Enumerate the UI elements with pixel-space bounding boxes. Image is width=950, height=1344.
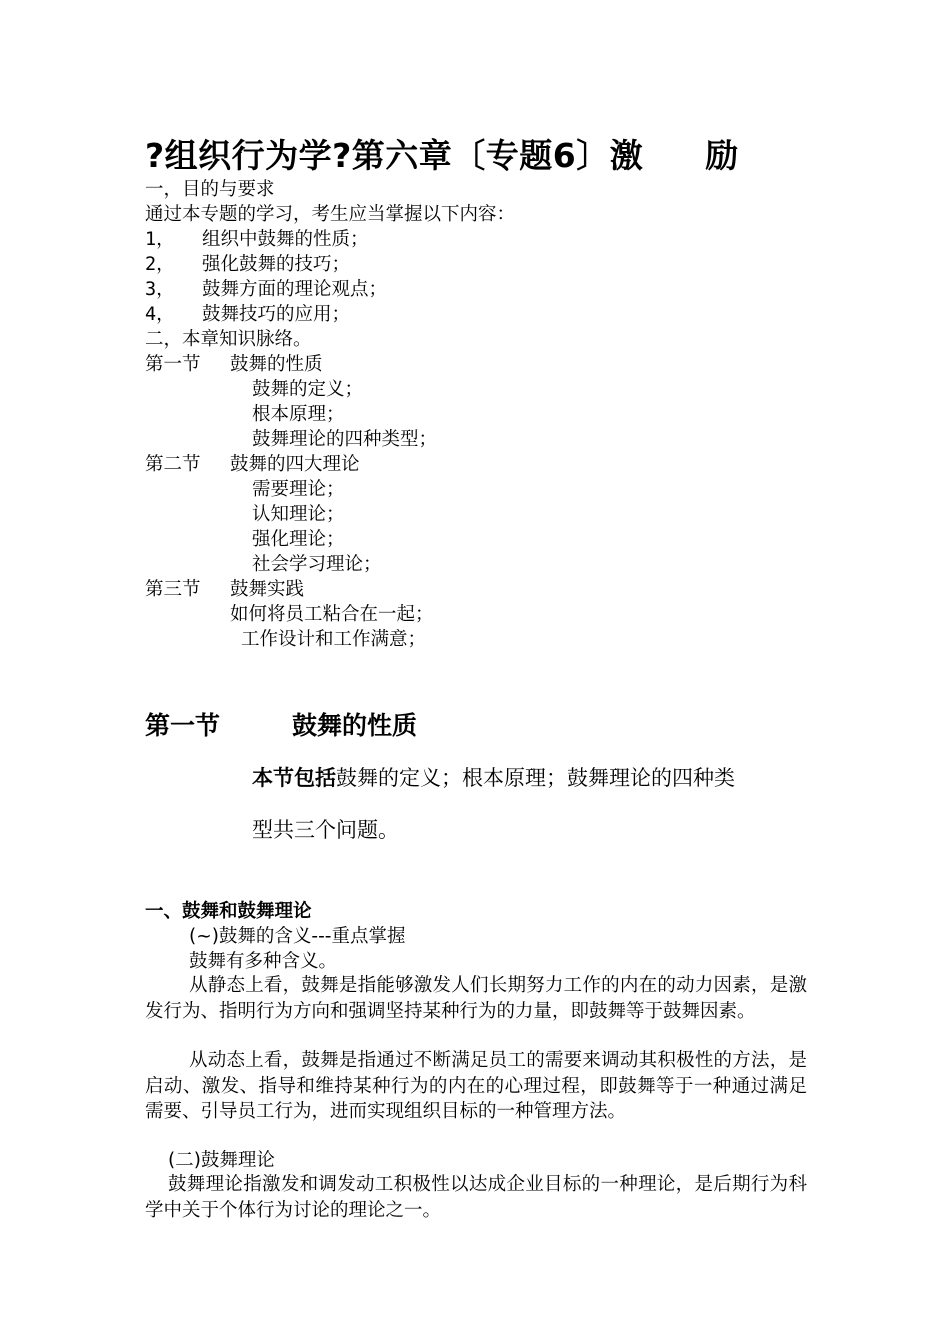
outline-section-item: 认知理论； xyxy=(252,504,345,525)
document-title xyxy=(145,130,739,177)
goal-number: 3， xyxy=(145,279,175,300)
outline-section-item: 鼓舞理论的四种类型； xyxy=(252,429,438,450)
subheading: (~)鼓舞的含义---重点掌握 xyxy=(189,926,406,947)
paragraph: 鼓舞有多种含义。 xyxy=(189,951,338,972)
section-heading-label: 第一节 xyxy=(145,711,221,740)
goal-item: 鼓舞方面的理论观点； xyxy=(202,279,388,300)
section-heading-name: 鼓舞的性质 xyxy=(292,711,418,740)
outline-section-item: 鼓舞的定义； xyxy=(252,379,364,400)
goal-number: 4， xyxy=(145,304,175,325)
outline-section-item: 社会学习理论； xyxy=(252,554,382,575)
section-intro-text: 鼓舞的定义；根本原理；鼓舞理论的四种类 xyxy=(336,766,735,790)
paragraph: 鼓舞理论指激发和调发动工积极性以达成企业目标的一种理论，是后期行为科学中关于个体行为讨论的理论之一。 xyxy=(145,1174,807,1221)
outline-section-item: 如何将员工粘合在一起； xyxy=(230,604,434,625)
section-intro-line2: 型共三个问题。 xyxy=(252,818,399,842)
outline-section-name: 鼓舞的性质 xyxy=(230,354,323,375)
goal-heading: 一，目的与要求 xyxy=(145,179,275,200)
outline-section-name: 鼓舞实践 xyxy=(230,579,305,600)
section-intro-bold: 本节包括 xyxy=(252,766,336,790)
outline-section-label: 第一节 xyxy=(145,354,201,375)
goal-item: 组织中鼓舞的性质； xyxy=(202,229,369,250)
document-title-main: ?组织行为学?第六章〔专题6〕激 xyxy=(145,136,644,175)
goal-item: 鼓舞技巧的应用； xyxy=(202,304,351,325)
outline-section-item: 根本原理； xyxy=(252,404,345,425)
section-heading xyxy=(145,706,417,742)
goal-number: 1， xyxy=(145,229,175,250)
goal-item: 强化鼓舞的技巧； xyxy=(202,254,351,275)
document-title-tail: 励 xyxy=(705,136,739,175)
outline-section-item: 强化理论； xyxy=(252,529,345,550)
context-heading: 二，本章知识脉络。 xyxy=(145,329,312,350)
outline-section-label: 第二节 xyxy=(145,454,201,475)
paragraph: 从动态上看，鼓舞是指通过不断满足员工的需要来调动其积极性的方法，是启动、激发、指导和维持某种行为的内在的心理过程，即鼓舞等于一种通过满足需要、引导员工行为，进而实现组织目标的一种管理方法。 xyxy=(145,1050,807,1122)
goal-number: 2， xyxy=(145,254,175,275)
paragraph: 从静态上看，鼓舞是指能够激发人们长期努力工作的内在的动力因素，是激发行为、指明行为方向和强调坚持某种行为的力量，即鼓舞等于鼓舞因素。 xyxy=(145,975,807,1022)
outline-section-item: 需要理论； xyxy=(252,479,345,500)
outline-section-name: 鼓舞的四大理论 xyxy=(230,454,360,475)
goal-intro: 通过本专题的学习，考生应当掌握以下内容： xyxy=(145,204,516,225)
body-heading: 一、鼓舞和鼓舞理论 xyxy=(145,901,312,922)
section-intro xyxy=(252,762,735,792)
subheading: (二)鼓舞理论 xyxy=(168,1150,275,1171)
outline-section-item: 工作设计和工作满意； xyxy=(241,629,427,650)
outline-section-label: 第三节 xyxy=(145,579,201,600)
